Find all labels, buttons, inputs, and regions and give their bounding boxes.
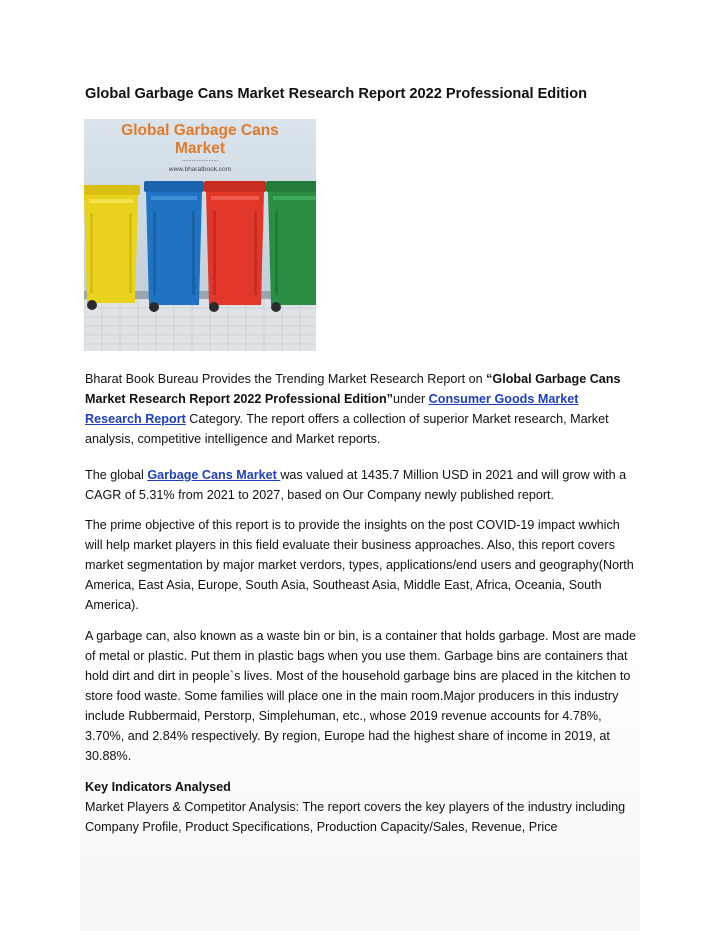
definition-paragraph: A garbage can, also known as a waste bin or bin, is a container that holds garbage. Most are made of metal or plastic. Put them in plastic bags when you use them. Garbage bins are containers that hold dirt and dirt in people`s lives. Most of the household garbage bins are placed in the kitchen to store food waste. Some families will place one in the main room.Major producers in this industry include Rubbermaid, Perstorp, Simplehuman, etc., whose 2019 revenue accounts for 4.78%, 3.70%, and 2.84% respectively. By region, Europe had the highest share of income in 2019, at 30.88%.	[85, 629, 636, 763]
document-title: Global Garbage Cans Market Research Report 2022 Professional Edition	[85, 86, 588, 102]
hero-dots: ......................	[181, 157, 219, 163]
garbage-cans-market-link[interactable]: Garbage Cans Market	[147, 468, 281, 482]
intro-paragraph	[85, 369, 637, 449]
blue-bin	[144, 181, 204, 312]
under-text: under	[392, 392, 429, 406]
hero-pavement	[84, 297, 316, 351]
hero-heading-line1: Global Garbage Cans	[121, 122, 279, 139]
key-indicators-text: Market Players & Competitor Analysis: The report covers the key players of the industry including Company Profile, Product Specifications, Production Capacity/Sales, Revenue, Price	[85, 800, 626, 834]
market-value-rest: was valued at 1435.7 Million USD in 2021 and will grow with a CAGR of 5.31% from 2021 to 2027, based on Our Company newly published report.	[85, 468, 627, 502]
green-bin	[266, 181, 316, 312]
hero-image	[84, 119, 316, 351]
report-name: “Global Garbage Cans Market Research Report 2022 Professional Edition”	[85, 372, 621, 406]
consumer-goods-link[interactable]: Consumer Goods Market Research Report	[85, 392, 579, 426]
market-value-lead: The global	[85, 468, 148, 482]
intro-rest: Category. The report offers a collection of superior Market research, Market analysis, competitive intelligence and Market reports.	[85, 412, 609, 446]
hero-heading-line2: Market	[175, 140, 225, 157]
key-indicators-heading: Key Indicators Analysed	[85, 780, 231, 794]
intro-text: Bharat Book Bureau Provides the Trending Market Research Report on	[85, 372, 487, 386]
market-value-paragraph	[85, 465, 637, 505]
hero-url: www.bharatbook.com	[168, 166, 232, 173]
key-indicators-section	[85, 777, 637, 837]
objective-paragraph: The prime objective of this report is to provide the insights on the post COVID-19 impact wwhich will help market players in this field evaluate their business approaches. Also, this report covers market segmentation by major market verdors, types, applications/end users and geography(North America, East Asia, Europe, South Asia, Southeast Asia, Middle East, Africa, Oceania, South America).	[85, 518, 634, 612]
yellow-bin	[84, 185, 140, 310]
red-bin	[204, 181, 266, 312]
